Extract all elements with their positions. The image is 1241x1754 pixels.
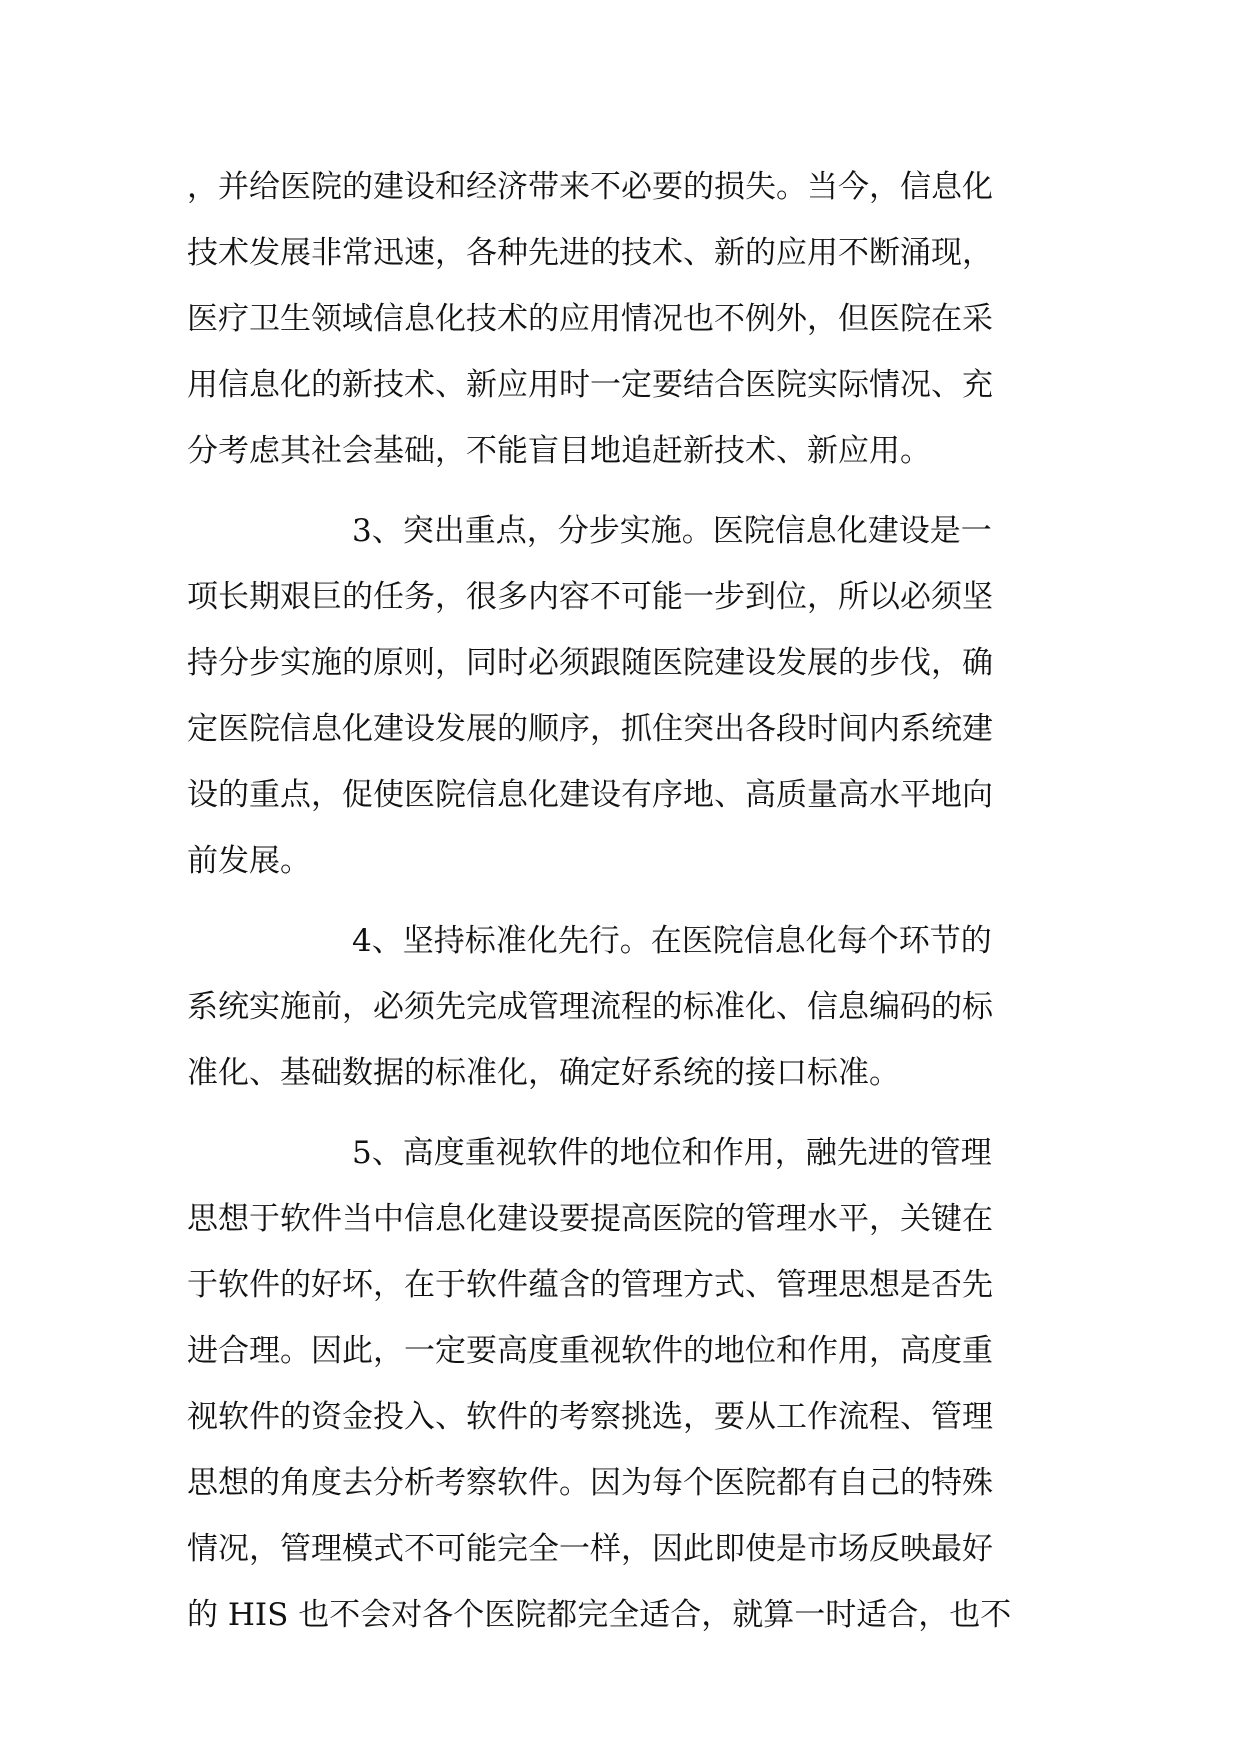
text-line: 进合理。因此，一定要高度重视软件的地位和作用，高度重 — [187, 1333, 993, 1369]
text-line: 思想的角度去分析考察软件。因为每个医院都有自己的特殊 — [187, 1465, 993, 1501]
text-line: 5、高度重视软件的地位和作用，融先进的管理 — [352, 1135, 992, 1171]
text-line: 的 HIS 也不会对各个医院都完全适合，就算一时适合，也不 — [187, 1597, 1012, 1633]
text-line: 于软件的好坏，在于软件蕴含的管理方式、管理思想是否先 — [187, 1267, 993, 1303]
paragraph-1 — [187, 154, 1047, 484]
text-line: 系统实施前，必须先完成管理流程的标准化、信息编码的标 — [187, 989, 993, 1025]
text-line: 医疗卫生领域信息化技术的应用情况也不例外，但医院在采 — [187, 301, 993, 337]
text-line: 3、突出重点，分步实施。医院信息化建设是一 — [352, 513, 992, 549]
text-line: 定医院信息化建设发展的顺序，抓住突出各段时间内系统建 — [187, 711, 993, 747]
text-line: 思想于软件当中信息化建设要提高医院的管理水平，关键在 — [187, 1201, 993, 1237]
text-line: 准化、基础数据的标准化，确定好系统的接口标准。 — [187, 1055, 900, 1091]
text-line: 持分步实施的原则，同时必须跟随医院建设发展的步伐，确 — [187, 645, 993, 681]
text-line: 用信息化的新技术、新应用时一定要结合医院实际情况、充 — [187, 367, 993, 403]
text-line: 项长期艰巨的任务，很多内容不可能一步到位，所以必须坚 — [187, 579, 993, 615]
text-line: 技术发展非常迅速，各种先进的技术、新的应用不断涌现， — [187, 235, 993, 271]
text-line: 前发展。 — [187, 843, 311, 879]
paragraph-3 — [187, 908, 1047, 1106]
text-line: 分考虑其社会基础，不能盲目地追赶新技术、新应用。 — [187, 433, 931, 469]
text-line: ，并给医院的建设和经济带来不必要的损失。当今，信息化 — [187, 169, 993, 205]
text-line: 设的重点，促使医院信息化建设有序地、高质量高水平地向 — [187, 777, 993, 813]
text-line: 视软件的资金投入、软件的考察挑选，要从工作流程、管理 — [187, 1399, 993, 1435]
paragraph-2 — [187, 498, 1047, 894]
text-line: 4、坚持标准化先行。在医院信息化每个环节的 — [352, 923, 992, 959]
paragraph-4 — [187, 1120, 1047, 1648]
text-line: 情况，管理模式不可能完全一样，因此即使是市场反映最好 — [187, 1531, 993, 1567]
body-text — [187, 154, 1047, 1648]
